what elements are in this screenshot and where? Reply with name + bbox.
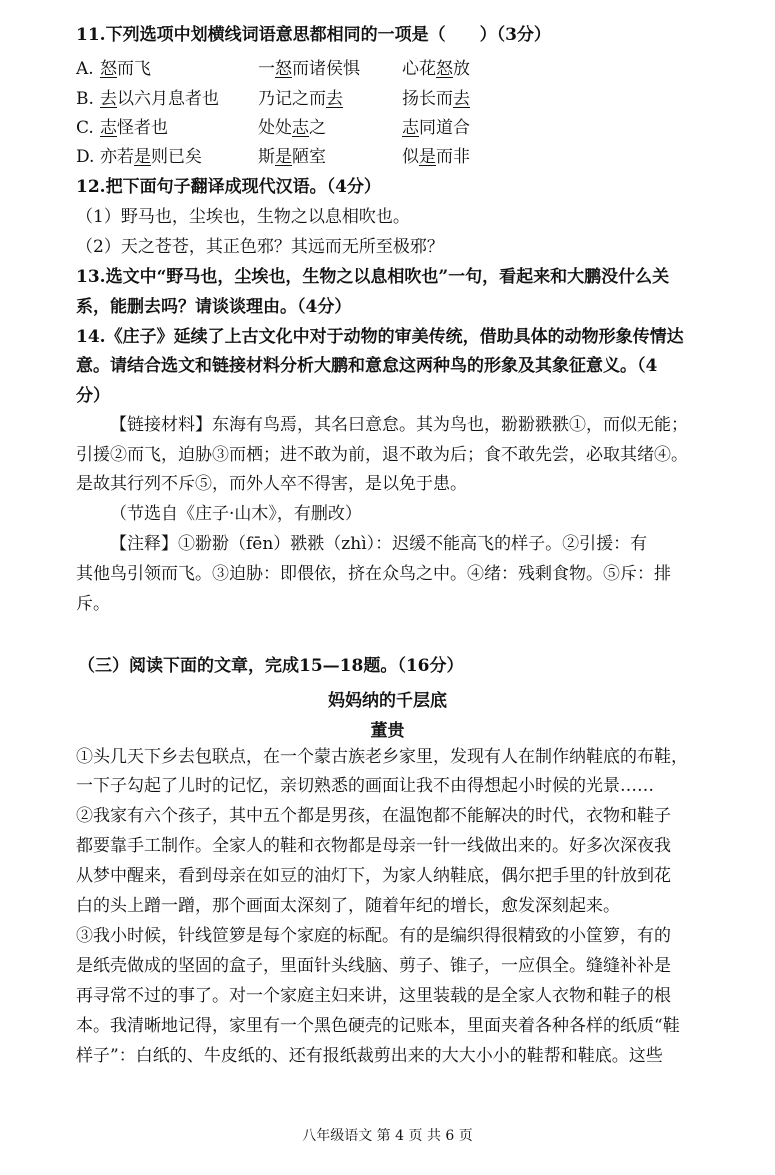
article-p3-line-4: 本。我清晰地记得，家里有一个黑色硬壳的记账本，里面夹着各种各样的纸质“鞋 — [76, 1016, 680, 1036]
q12-stem: 12.把下面句子翻译成现代汉语。（4分） — [76, 177, 381, 197]
option-col2: 处处志之 — [258, 118, 326, 138]
article-p2-line-3: 从梦中醒来，看到母亲在如豆的油灯下，为家人纳鞋底，偶尔把手里的针放到花 — [76, 866, 671, 886]
article-p2-line-2: 都要靠手工制作。全家人的鞋和衣物都是母亲一针一线做出来的。好多次深夜我 — [76, 836, 671, 856]
article-p1-line-2: 一下子勾起了儿时的记忆，亲切熟悉的画面让我不由得想起小时候的光景…… — [76, 776, 654, 796]
material-line-2: 引援②而飞，迫胁③而栖；进不敢为前，退不敢为后；食不敢先尝，必取其绪④。 — [76, 445, 688, 465]
note-line-3: 斥。 — [76, 594, 110, 614]
option-col1: 怒而飞 — [100, 59, 151, 79]
q12-sentence-1: （1）野马也，尘埃也，生物之以息相吹也。 — [76, 207, 410, 227]
article-p1-line-1: ①头几天下乡去包联点，在一个蒙古族老乡家里，发现有人在制作纳鞋底的布鞋， — [76, 747, 688, 767]
article-p2-line-4: 白的头上蹭一蹭，那个画面太深刻了，随着年纪的增长，愈发深刻起来。 — [76, 896, 620, 916]
material-line-3: 是故其行列不斥⑤，而外人卒不得害，是以免于患。 — [76, 474, 467, 494]
option-col3: 心花怒放 — [402, 59, 470, 79]
note-line-1: 【注释】①翂翂（fēn）翐翐（zhì）：迟缓不能高飞的样子。②引援：有 — [110, 534, 648, 554]
option-label: C. — [76, 118, 94, 138]
material-source: （节选自《庄子·山木》，有删改） — [110, 504, 362, 524]
option-label: A. — [76, 59, 94, 79]
article-p3-line-1: ③我小时候，针线笸箩是每个家庭的标配。有的是编织得很精致的小筐箩，有的 — [76, 926, 671, 946]
q12-sentence-2: （2）天之苍苍，其正色邪？其远而无所至极邪？ — [76, 237, 444, 257]
option-col3: 似是而非 — [402, 147, 470, 167]
option-col3: 扬长而去 — [402, 89, 470, 109]
article-p3-line-3: 再寻常不过的事了。对一个家庭主妇来讲，这里装载的是全家人衣物和鞋子的根 — [76, 986, 671, 1006]
section3-heading: （三）阅读下面的文章，完成15—18题。（16分） — [78, 656, 464, 676]
option-col1: 亦若是则已矣 — [100, 147, 202, 167]
q11-stem: 11.下列选项中划横线词语意思都相同的一项是（ ）（3分） — [76, 25, 551, 45]
q13-line-2: 系，能删去吗？请谈谈理由。（4分） — [76, 297, 352, 317]
option-label: B. — [76, 89, 94, 109]
q14-line-2: 意。请结合选文和链接材料分析大鹏和意怠这两种鸟的形象及其象征意义。（4 — [76, 356, 658, 376]
article-p2-line-1: ②我家有六个孩子，其中五个都是男孩，在温饱都不能解决的时代，衣物和鞋子 — [76, 806, 671, 826]
option-label: D. — [76, 147, 95, 167]
option-col1: 去以六月息者也 — [100, 89, 219, 109]
option-col1: 志怪者也 — [100, 118, 168, 138]
material-line-1: 【链接材料】东海有鸟焉，其名曰意怠。其为鸟也，翂翂翐翐①，而似无能； — [110, 415, 688, 435]
option-col2: 一怒而诸侯惧 — [258, 59, 360, 79]
q14-line-3: 分） — [76, 386, 110, 406]
q14-line-1: 14.《庄子》延续了上古文化中对于动物的审美传统，借助具体的动物形象传情达 — [76, 327, 684, 347]
article-title: 妈妈纳的千层底 — [328, 691, 447, 711]
option-col2: 斯是陋室 — [258, 147, 326, 167]
article-p3-line-2: 是纸壳做成的坚固的盒子，里面针头线脑、剪子、锥子，一应俱全。缝缝补补是 — [76, 956, 671, 976]
article-author: 董贵 — [370, 721, 405, 741]
option-col2: 乃记之而去 — [258, 89, 343, 109]
article-p3-line-5: 样子”：白纸的、牛皮纸的、还有报纸裁剪出来的大大小小的鞋帮和鞋底。这些 — [76, 1046, 663, 1066]
note-line-2: 其他鸟引领而飞。③迫胁：即偎依，挤在众鸟之中。④绪：残剩食物。⑤斥：排 — [76, 564, 671, 584]
page-footer: 八年级语文 第 4 页 共 6 页 — [302, 1128, 473, 1144]
option-col3: 志同道合 — [402, 118, 470, 138]
q13-line-1: 13.选文中“野马也，尘埃也，生物之以息相吹也”一句，看起来和大鹏没什么关 — [76, 267, 670, 287]
